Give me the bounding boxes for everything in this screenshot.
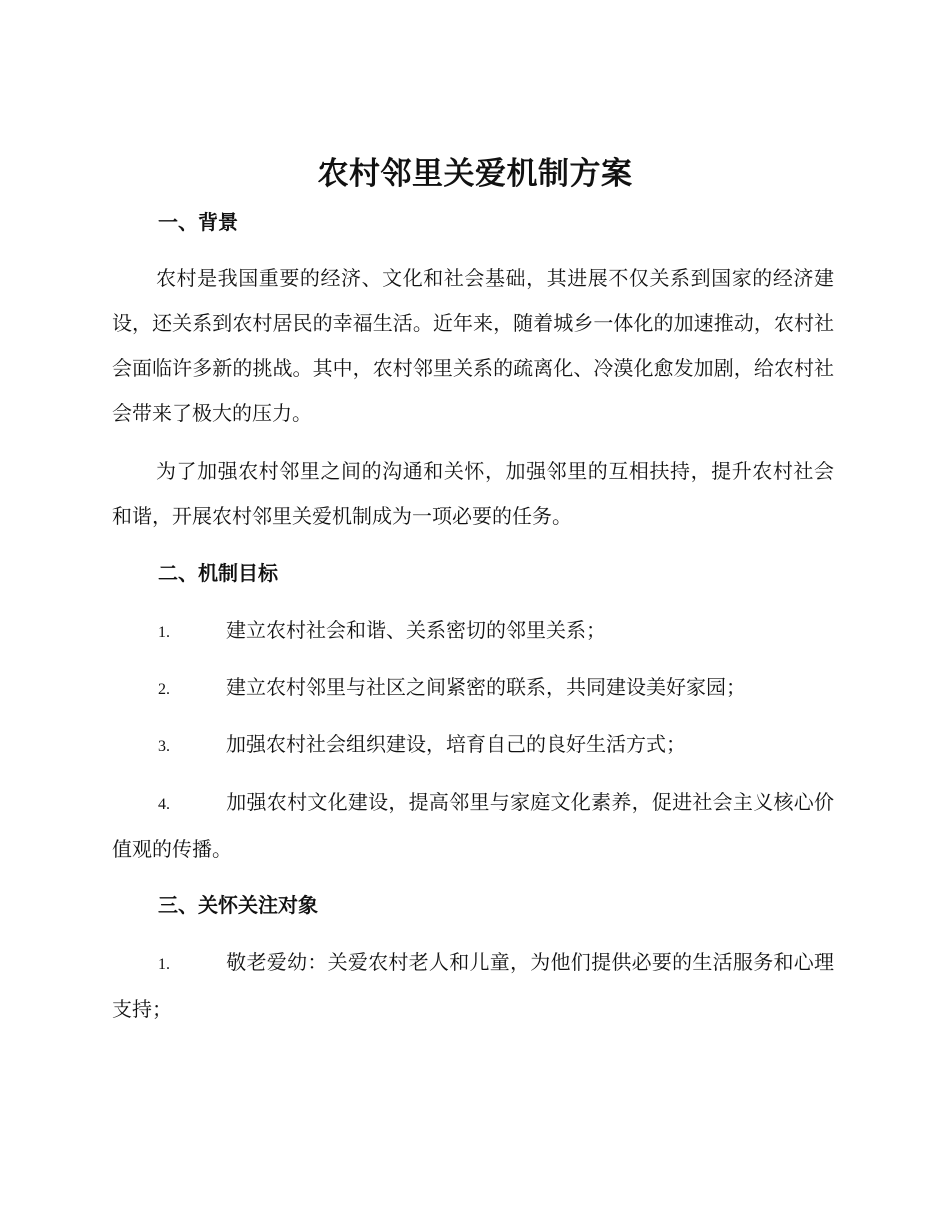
goal-list-item — [112, 780, 834, 872]
section-heading-care-targets: 三、关怀关注对象 — [158, 893, 318, 917]
list-number: 4. — [158, 796, 170, 813]
list-number: 1. — [158, 624, 170, 641]
list-item-text: 敬老爱幼：关爱农村老人和儿童，为他们提供必要的生活服务和心理支持； — [112, 950, 834, 1021]
list-item-text: 建立农村社会和谐、关系密切的邻里关系； — [226, 618, 606, 642]
document-title: 农村邻里关爱机制方案 — [317, 156, 633, 192]
list-number: 1. — [158, 956, 170, 973]
list-number: 2. — [158, 681, 170, 698]
section-heading-goals: 二、机制目标 — [158, 561, 278, 585]
list-number: 3. — [158, 738, 170, 755]
goal-list-item — [112, 722, 834, 769]
list-item-text: 加强农村文化建设，提高邻里与家庭文化素养，促进社会主义核心价值观的传播。 — [112, 790, 834, 861]
background-paragraph-2: 为了加强农村邻里之间的沟通和关怀，加强邻里的互相扶持，提升农村社会和谐，开展农村邻里关爱机制成为一项必要的任务。 — [112, 459, 834, 528]
list-item-text: 建立农村邻里与社区之间紧密的联系，共同建设美好家园； — [226, 675, 746, 699]
care-target-list-item — [112, 940, 834, 1032]
goal-list-item — [112, 665, 834, 712]
section-heading-background: 一、背景 — [158, 210, 238, 234]
goal-list-item — [112, 608, 834, 655]
list-item-text: 加强农村社会组织建设，培育自己的良好生活方式； — [226, 732, 686, 756]
background-paragraph-1: 农村是我国重要的经济、文化和社会基础，其进展不仅关系到国家的经济建设，还关系到农村居民的幸福生活。近年来，随着城乡一体化的加速推动，农村社会面临许多新的挑战。其中，农村邻里关系的疏离化、冷漠化愈发加剧，给农村社会带来了极大的压力。 — [112, 266, 834, 425]
